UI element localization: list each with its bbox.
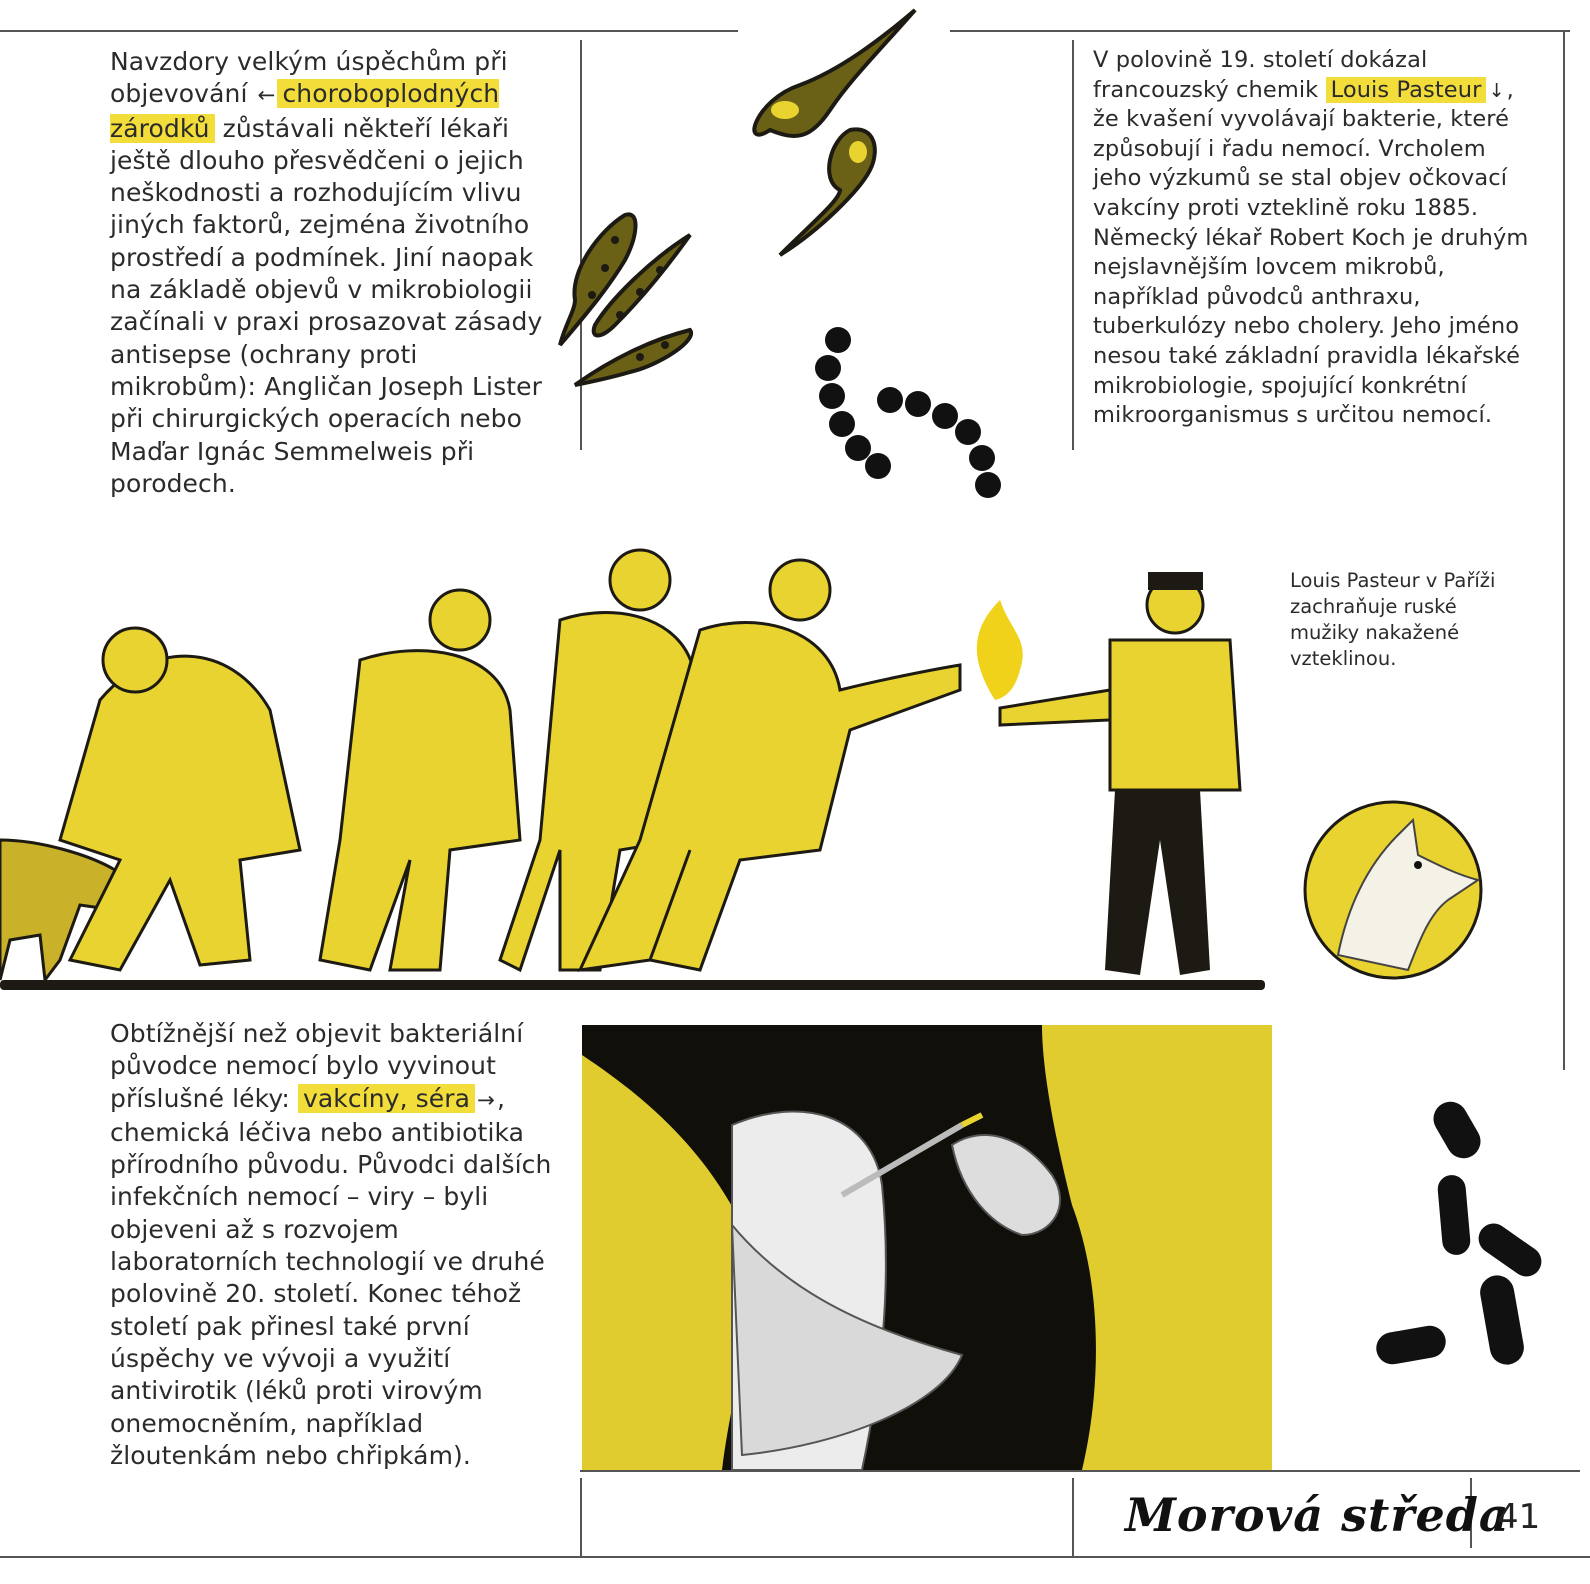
highlight-term-pasteur: Louis Pasteur bbox=[1326, 77, 1487, 103]
louis-pasteur-figure bbox=[1000, 572, 1240, 975]
procession-illustration bbox=[0, 540, 1280, 1010]
footer-divider-mid bbox=[1072, 1478, 1074, 1558]
highlight-term-germs: choroboplodných zárodků bbox=[110, 79, 500, 143]
illustration-caption: Louis Pasteur v Paříži zachraňuje ruské mužiky nakažené vzteklinou. bbox=[1290, 569, 1496, 670]
treatment-text-2: , chemická léčiva nebo antibiotika přírodního původu. Původci dalších infekčních nemocí – viry – byli objeveni až s rozvojem laboratorních technologií ve druhé polovině 20. století. Konec téhož století pak přinesl také první úspěchy ve vývoji a využití antivirotik (léků proti virovým onemocněním, například žloutenkám nebo chřipkám). bbox=[110, 1083, 552, 1470]
pasteur-paragraph bbox=[1093, 46, 1533, 431]
pasteur-text-1: V polovině 19. století dokázal francouzský chemik bbox=[1093, 47, 1428, 103]
bottom-rule bbox=[0, 1556, 1590, 1558]
arrow-down-icon: ↓ bbox=[1488, 78, 1505, 102]
peasant-1 bbox=[60, 656, 300, 970]
highlight-term-vaccines: vakcíny, séra bbox=[298, 1084, 475, 1113]
treatment-paragraph bbox=[110, 1018, 560, 1472]
arrow-left-icon: ← bbox=[257, 83, 276, 109]
page-number: 41 bbox=[1497, 1497, 1541, 1537]
vaccination-illustration bbox=[582, 1025, 1272, 1470]
pasteur-text-2: , že kvašení vyvolávají bakterie, které způsobují i řadu nemocí. Vrcholem jeho výzkumů se stal objev očkovací vakcíny proti vzteklině roku 1885. Německý lékař Robert Koch je druhým nejslavnějším lovcem mikrobů, například původců anthraxu, tuberkulózy nebo cholery. Jeho jméno nesou také základní pravidla lékařské mikrobiologie, spojující konkrétní mikroorganismus s určitou nemocí. bbox=[1093, 76, 1529, 429]
column-divider-right bbox=[1072, 40, 1074, 450]
cocci-chain-illustration bbox=[810, 320, 1020, 510]
intro-text-1: Navzdory velkým úspěchům při objevování bbox=[110, 47, 508, 109]
footer-rule bbox=[580, 1470, 1580, 1472]
flame bbox=[977, 600, 1023, 700]
intro-text-2: zůstávali někteří lékaři ještě dlouho přesvědčeni o jejich neškodnosti a rozhodujícím vlivu jiných faktorů, zejména životního prostředí a podmínek. Jiní naopak na základě objevů v mikrobiologii začínali v praxi prosazovat zásady antisepse (ochrany proti mikrobům): Angličan Joseph Lister při chirurgických operacích nebo Maďar Ignác Semmelweis při porodech. bbox=[110, 113, 543, 498]
running-title: Morová středa bbox=[1125, 1488, 1510, 1542]
peasant-2 bbox=[320, 651, 520, 970]
fox-roundel-illustration bbox=[1298, 805, 1488, 995]
treatment-text-1: Obtížnější než objevit bakteriální původce nemocí bylo vyvinout příslušné léky: bbox=[110, 1019, 524, 1113]
footer-divider-left bbox=[580, 1478, 582, 1558]
page-edge-right bbox=[1563, 30, 1565, 1070]
bacilli-illustration bbox=[1385, 1095, 1575, 1405]
ground-line bbox=[0, 980, 1265, 990]
arrow-right-icon: → bbox=[477, 1087, 495, 1113]
intro-paragraph bbox=[110, 46, 560, 500]
top-rule-right bbox=[950, 30, 1570, 32]
